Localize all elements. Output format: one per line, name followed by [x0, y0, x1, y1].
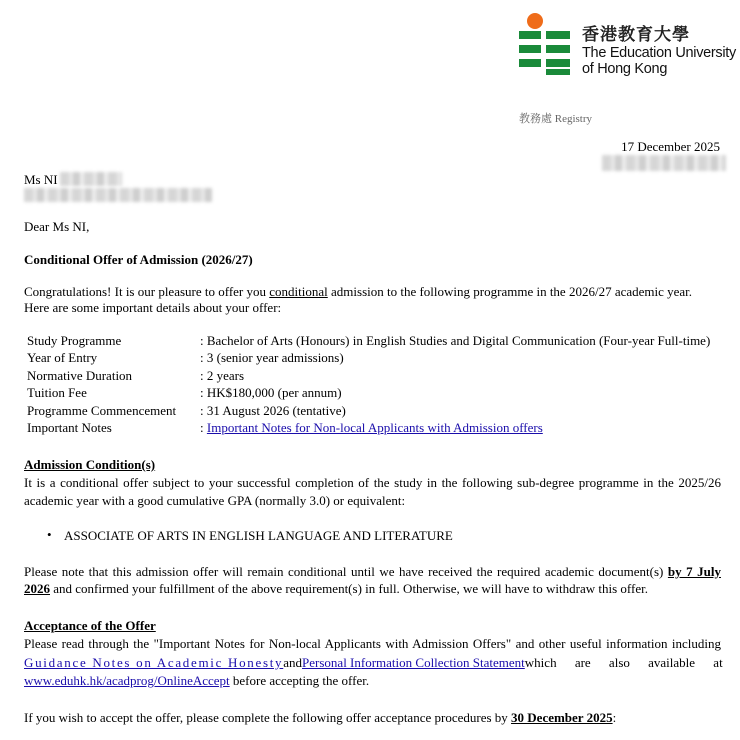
academic-honesty-link[interactable]: Guidance Notes on Academic Honesty — [24, 655, 284, 670]
intro-conditional: conditional — [269, 284, 328, 299]
detail-value: : 2 years — [200, 368, 245, 383]
required-programme: ASSOCIATE OF ARTS IN ENGLISH LANGUAGE AND LITERATURE — [64, 528, 453, 543]
detail-value: : 31 August 2026 (tentative) — [200, 403, 346, 418]
detail-label: Important Notes — [27, 420, 112, 435]
conditions-line-1: It is a conditional offer subject to your successful completion of the study in the following sub-degree programme in the 2025/26 — [24, 475, 721, 490]
intro-text-end: admission to the following programme in the 2026/27 academic year. — [327, 284, 693, 299]
redacted-name — [60, 172, 122, 186]
note-text-rest: and confirmed your fulfillment of the above requirement(s) in full. Otherwise, we will have to withdraw this offer. — [50, 581, 648, 596]
detail-value — [200, 420, 543, 435]
final-colon: : — [612, 710, 617, 725]
acceptance-line-2 — [24, 655, 721, 670]
university-chinese-name: 香港教育大學 — [582, 25, 690, 45]
acceptance-final-line — [24, 710, 616, 725]
acceptance-text: which are also available at — [524, 655, 723, 670]
acceptance-heading: Acceptance of the Offer — [24, 618, 156, 633]
department-label: 教務處 Registry — [519, 113, 593, 125]
final-text: If you wish to accept the offer, please complete the following offer acceptance procedures by — [24, 710, 512, 725]
detail-label: Study Programme — [27, 333, 122, 348]
letter-date: 17 December 2025 — [621, 139, 720, 154]
admission-conditions-heading: Admission Condition(s) — [24, 457, 156, 472]
conditions-line-2: academic year with a good cumulative GPA (normally 3.0) or equivalent: — [24, 493, 406, 508]
and-text: and — [283, 655, 303, 670]
acceptance-line-3 — [24, 673, 369, 688]
detail-prefix: : — [200, 420, 207, 435]
acceptance-deadline: 30 December 2025 — [511, 710, 613, 725]
detail-label: Year of Entry — [27, 350, 98, 365]
salutation: Dear Ms NI, — [24, 219, 90, 234]
detail-value: : Bachelor of Arts (Honours) in English Studies and Digital Communication (Four-year Full-time) — [200, 333, 711, 348]
offer-subject: Conditional Offer of Admission (2026/27) — [24, 252, 253, 267]
detail-value: : HK$180,000 (per annum) — [200, 385, 342, 400]
university-english-name-line2: of Hong Kong — [582, 61, 668, 77]
redacted-reference — [602, 155, 726, 171]
online-accept-link[interactable]: www.eduhk.hk/acadprog/OnlineAccept — [24, 673, 230, 688]
redacted-address — [24, 188, 212, 202]
detail-label: Normative Duration — [27, 368, 133, 383]
note-text: Please note that this admission offer will remain conditional until we have received the required academic document(s) — [24, 564, 664, 579]
detail-label: Programme Commencement — [27, 403, 177, 418]
important-notes-link[interactable]: Important Notes for Non-local Applicants with Admission offers — [206, 420, 543, 435]
bullet-icon: • — [47, 527, 52, 542]
recipient-name: Ms NI — [24, 172, 58, 187]
acceptance-line-1: Please read through the "Important Notes for Non-local Applicants with Admission Offers" and other useful information including — [24, 636, 721, 651]
personal-info-statement-link[interactable]: Personal Information Collection Statement — [302, 655, 525, 670]
intro-line-2: Here are some important details about your offer: — [24, 300, 282, 315]
intro-line-1 — [24, 284, 692, 299]
detail-value: : 3 (senior year admissions) — [200, 350, 344, 365]
note-line-2 — [24, 581, 648, 596]
acceptance-text-end: before accepting the offer. — [229, 673, 370, 688]
university-english-name-line1: The Education University — [582, 45, 736, 61]
deadline-part-1: by 7 July — [667, 564, 721, 579]
eduhk-logo-icon — [516, 12, 576, 76]
detail-label: Tuition Fee — [27, 385, 87, 400]
deadline-part-2: 2026 — [24, 581, 50, 596]
note-line-1 — [24, 564, 721, 579]
intro-text: Congratulations! It is our pleasure to offer you — [24, 284, 270, 299]
